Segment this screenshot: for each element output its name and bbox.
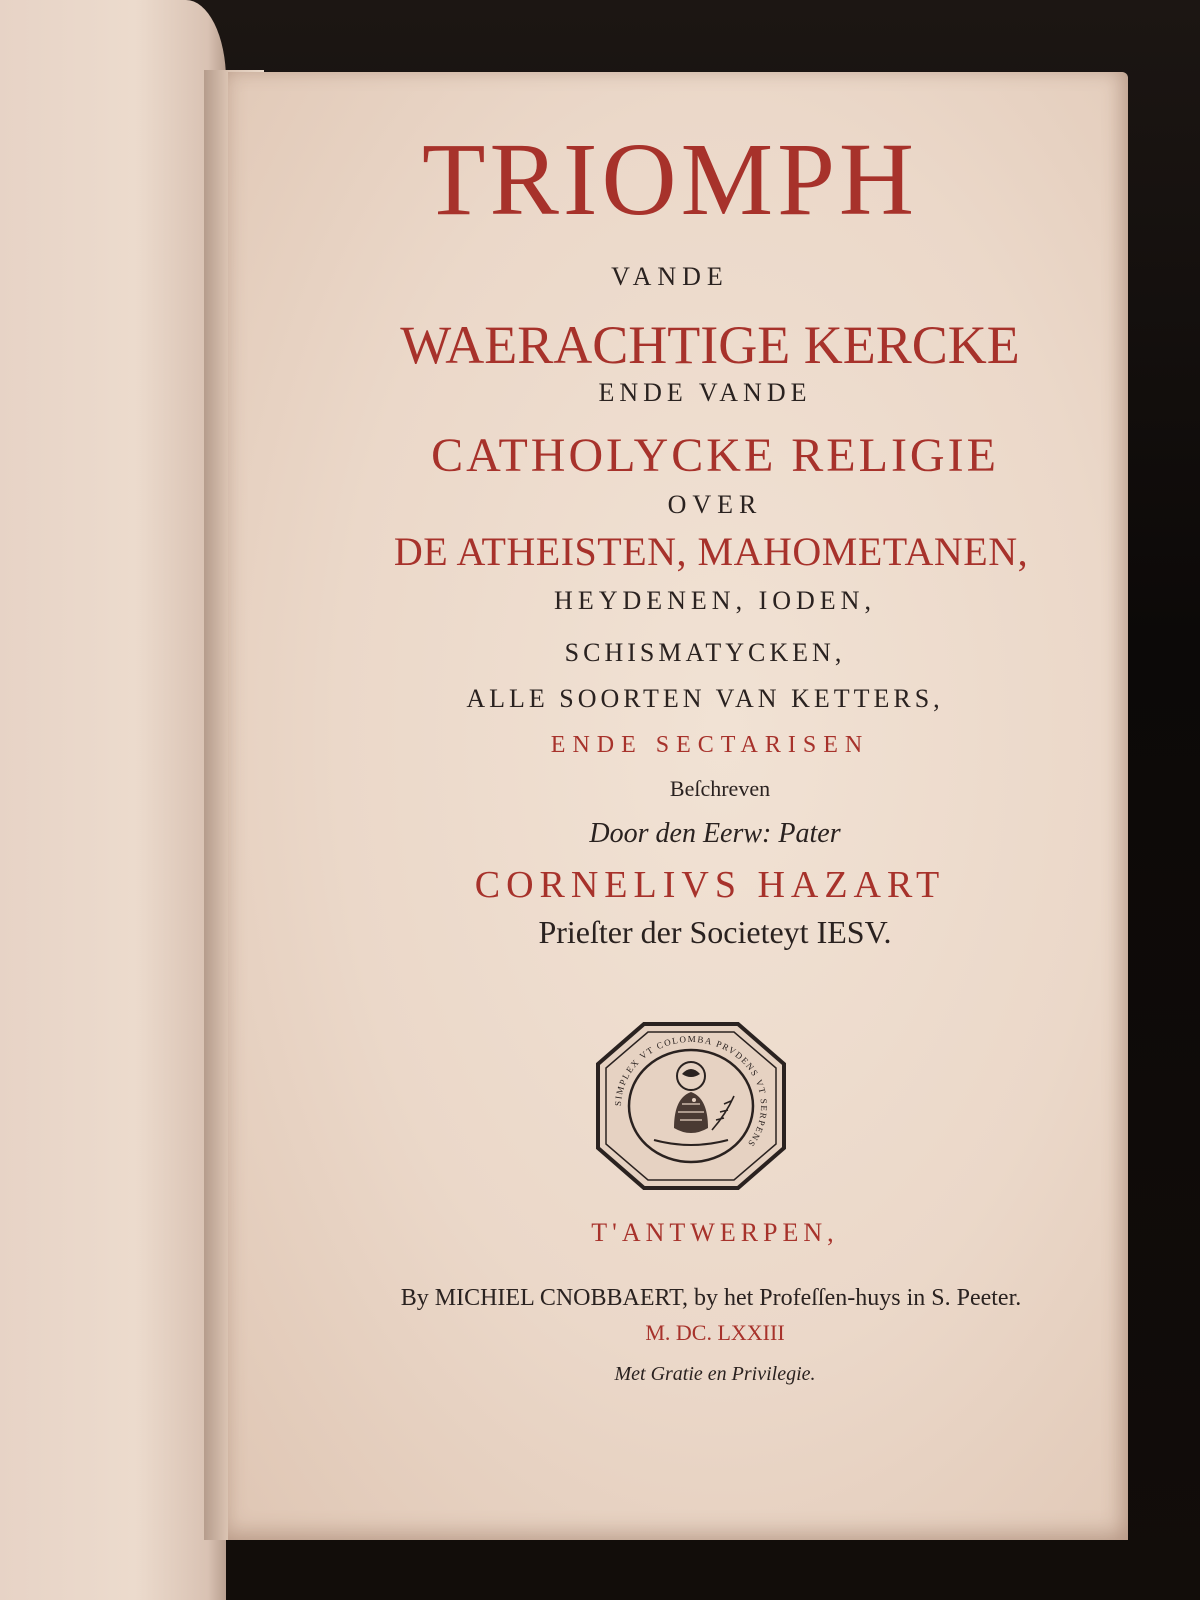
printer-device-emblem <box>594 1020 788 1192</box>
title-line-kercke: WAERACHTIGE KERCKE <box>400 315 1020 375</box>
title-line-vande: VANDE <box>611 262 729 291</box>
title-line-atheisten: DE ATHEISTEN, MAHOMETANEN, <box>393 529 1029 574</box>
imprint-year: M. DC. LXXIII <box>645 1320 785 1345</box>
title-line-sectarisen: ENDE SECTARISEN <box>550 732 870 758</box>
author-title: Prieſter der Societeyt IESV. <box>538 914 892 950</box>
imprint-printer: By MICHIEL CNOBBAERT, by het Profeſſen-huys in S. Peeter. <box>400 1285 1022 1311</box>
title-line-beschreven: Beſchreven <box>669 776 771 801</box>
title-line-schismatycken: SCHISMATYCKEN, <box>564 638 846 667</box>
book-title: TRIOMPH <box>421 122 919 237</box>
title-line-religie: CATHOLYCKE RELIGIE <box>431 429 999 482</box>
title-line-over: OVER <box>667 490 763 519</box>
imprint-city: T'ANTWERPEN, <box>591 1218 839 1247</box>
left-page <box>0 0 226 1600</box>
emblem-motto: SIMPLEX VT COLOMBA PRVDENS VT SERPENS <box>612 1033 770 1150</box>
title-line-ketters: ALLE SOORTEN VAN KETTERS, <box>466 684 944 713</box>
imprint-privilege: Met Gratie en Privilegie. <box>614 1363 816 1385</box>
author-name: CORNELIVS HAZART <box>474 864 946 906</box>
title-line-ende-vande: ENDE VANDE <box>598 378 812 407</box>
title-line-door: Door den Eerw: Pater <box>589 818 841 849</box>
title-line-heydenen: HEYDENEN, IODEN, <box>554 586 876 615</box>
